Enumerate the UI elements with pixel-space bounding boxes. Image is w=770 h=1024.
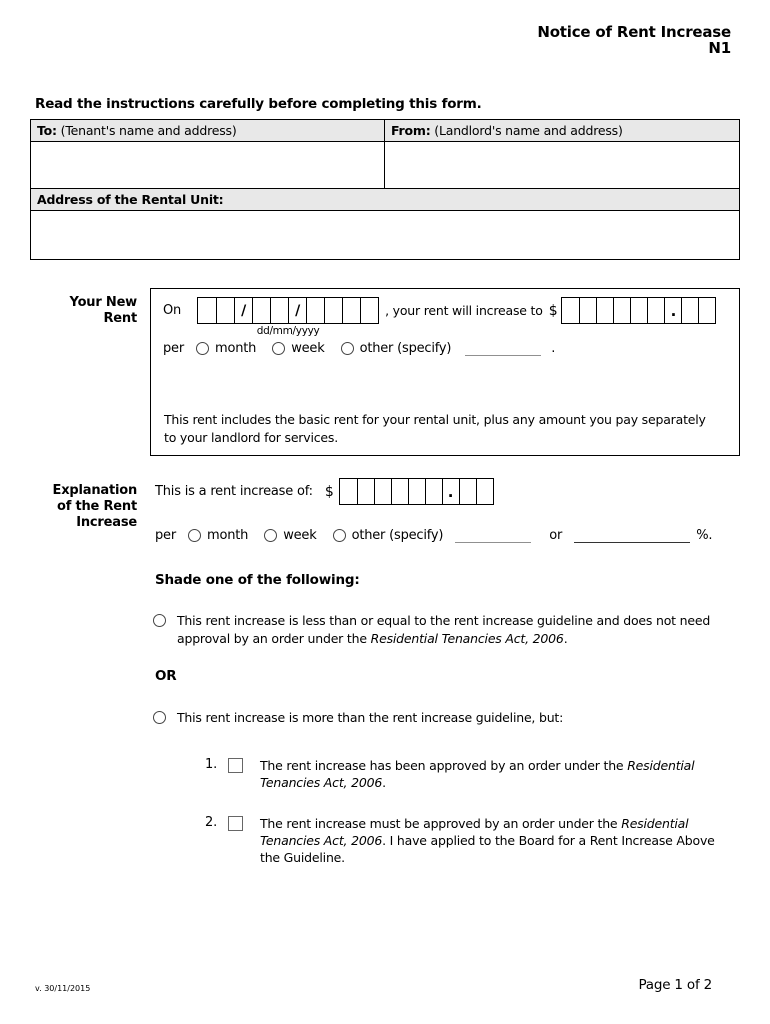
- decimal-separator-cell: .: [442, 479, 459, 504]
- digit-cell[interactable]: [408, 479, 425, 504]
- digit-cell[interactable]: [216, 298, 234, 323]
- item1-post: .: [382, 775, 386, 790]
- digit-cell[interactable]: [360, 298, 378, 323]
- increase-of-label: This is a rent increase of:: [155, 484, 313, 499]
- or-label: or: [549, 528, 563, 543]
- to-header-cell: [31, 120, 385, 141]
- digit-cell[interactable]: [579, 298, 596, 323]
- increase-amount-row: [155, 478, 494, 505]
- rental-unit-address-field[interactable]: [31, 211, 739, 259]
- new-rent-label-line2: Rent: [103, 311, 137, 326]
- digit-cell[interactable]: [391, 479, 408, 504]
- parties-header-row: [31, 120, 739, 142]
- percent-suffix: %.: [696, 528, 713, 543]
- increase-per-label: per: [155, 528, 176, 543]
- from-hint: (Landlord's name and address): [434, 123, 623, 138]
- item1-number: 1.: [205, 757, 218, 772]
- above-guideline-radio[interactable]: [153, 711, 166, 724]
- rental-unit-address-label: Address of the Rental Unit:: [31, 189, 739, 211]
- digit-cell[interactable]: [681, 298, 698, 323]
- new-rent-period-row: [163, 341, 555, 356]
- form-version: v. 30/11/2015: [35, 984, 91, 993]
- digit-cell[interactable]: [340, 479, 357, 504]
- form-title-block: [537, 24, 731, 56]
- new-rent-date-row: [163, 297, 716, 337]
- per-week-radio[interactable]: [272, 342, 285, 355]
- explanation-section-label: [30, 483, 137, 531]
- parties-table: [30, 119, 740, 260]
- form-title: Notice of Rent Increase: [537, 23, 731, 41]
- page-number: Page 1 of 2: [638, 977, 712, 993]
- digit-cell[interactable]: [596, 298, 613, 323]
- other-specify-field[interactable]: [465, 342, 541, 356]
- per-label: per: [163, 341, 184, 356]
- per-month-radio[interactable]: [196, 342, 209, 355]
- date-separator-cell: /: [234, 298, 252, 323]
- increase-month-option-label: month: [207, 528, 249, 543]
- landlord-name-address-field[interactable]: [385, 142, 739, 188]
- percent-field[interactable]: [574, 529, 690, 543]
- digit-cell[interactable]: [306, 298, 324, 323]
- approved-order-item: [205, 757, 730, 791]
- from-header-cell: [385, 120, 739, 141]
- digit-cell[interactable]: [252, 298, 270, 323]
- digit-cell[interactable]: [198, 298, 216, 323]
- shade-heading: Shade one of the following:: [155, 572, 360, 588]
- new-rent-amount-grid[interactable]: [561, 297, 716, 324]
- new-rent-box: [150, 288, 740, 456]
- parties-value-row: [31, 142, 739, 189]
- or-divider: OR: [155, 668, 177, 684]
- item2-number: 2.: [205, 815, 218, 830]
- digit-cell[interactable]: [630, 298, 647, 323]
- explanation-label-line1: Explanation: [52, 483, 137, 498]
- digit-cell[interactable]: [357, 479, 374, 504]
- choice1-post: .: [563, 631, 568, 646]
- dollar-sign: $: [548, 302, 558, 319]
- decimal-separator-cell: .: [664, 298, 681, 323]
- digit-cell[interactable]: [342, 298, 360, 323]
- amount-grid-wrap: [561, 297, 716, 324]
- rent-includes-note: This rent includes the basic rent for your rental unit, plus any amount you pay separately to your landlord for services.: [164, 412, 706, 445]
- item1-pre: The rent increase has been approved by an order under the: [260, 758, 628, 773]
- increase-per-other-radio[interactable]: [333, 529, 346, 542]
- digit-cell[interactable]: [270, 298, 288, 323]
- digit-cell[interactable]: [459, 479, 476, 504]
- month-option-label: month: [215, 341, 257, 356]
- date-separator-cell: /: [288, 298, 306, 323]
- on-label: On: [163, 303, 182, 318]
- digit-cell[interactable]: [324, 298, 342, 323]
- digit-cell[interactable]: [647, 298, 664, 323]
- increase-other-option-label: other (specify): [351, 528, 444, 543]
- guideline-or-less-radio[interactable]: [153, 614, 166, 627]
- choice-guideline-or-less: [153, 612, 737, 648]
- item2-post: . I have applied to the Board for a Rent Increase Above the Guideline.: [260, 833, 715, 865]
- must-be-approved-checkbox[interactable]: [228, 816, 243, 831]
- other-option-label: other (specify): [359, 341, 452, 356]
- increase-per-month-radio[interactable]: [188, 529, 201, 542]
- approved-order-text: [260, 757, 730, 791]
- to-label: To:: [37, 123, 57, 138]
- digit-cell[interactable]: [476, 479, 493, 504]
- new-rent-date-grid[interactable]: [197, 297, 379, 324]
- digit-cell[interactable]: [562, 298, 579, 323]
- increase-amount-grid[interactable]: [339, 478, 494, 505]
- item2-act-name: Residential Tenancies Act, 2006: [260, 816, 689, 848]
- increase-other-specify-field[interactable]: [455, 529, 531, 543]
- choice1-pre: This rent increase is less than or equal to the rent increase guideline and does not need approval by an order under the: [177, 613, 711, 646]
- guideline-or-less-text: [177, 612, 737, 648]
- date-format-hint: dd/mm/yyyy: [256, 325, 320, 337]
- digit-cell[interactable]: [374, 479, 391, 504]
- increase-per-week-radio[interactable]: [264, 529, 277, 542]
- explanation-label-line3: Increase: [76, 515, 137, 530]
- increase-to-text: , your rent will increase to: [385, 303, 543, 318]
- digit-cell[interactable]: [613, 298, 630, 323]
- date-grid-wrap: [197, 297, 379, 337]
- to-hint: (Tenant's name and address): [60, 123, 237, 138]
- above-guideline-text: This rent increase is more than the rent increase guideline, but:: [177, 710, 564, 725]
- explanation-label-line2: of the Rent: [56, 499, 137, 514]
- from-label: From:: [391, 123, 431, 138]
- digit-cell[interactable]: [425, 479, 442, 504]
- increase-amount-grid-wrap: [339, 478, 494, 505]
- increase-week-option-label: week: [283, 528, 317, 543]
- increase-period-row: [155, 528, 712, 543]
- item2-pre: The rent increase must be approved by an order under the: [260, 816, 622, 831]
- must-be-approved-text: [260, 815, 730, 866]
- sentence-period: .: [551, 341, 556, 356]
- form-number: N1: [708, 39, 731, 57]
- increase-dollar-sign: $: [324, 483, 334, 500]
- new-rent-label-line1: Your New: [69, 295, 137, 310]
- week-option-label: week: [291, 341, 325, 356]
- new-rent-section-label: [30, 295, 137, 327]
- item1-act-name: Residential Tenancies Act, 2006: [260, 758, 695, 790]
- must-be-approved-item: [205, 815, 730, 866]
- tenant-name-address-field[interactable]: [31, 142, 385, 188]
- instructions-line: Read the instructions carefully before completing this form.: [35, 96, 482, 112]
- approved-order-checkbox[interactable]: [228, 758, 243, 773]
- choice1-act-name: Residential Tenancies Act, 2006: [370, 631, 564, 646]
- digit-cell[interactable]: [698, 298, 715, 323]
- choice-above-guideline: [153, 709, 737, 727]
- per-other-radio[interactable]: [341, 342, 354, 355]
